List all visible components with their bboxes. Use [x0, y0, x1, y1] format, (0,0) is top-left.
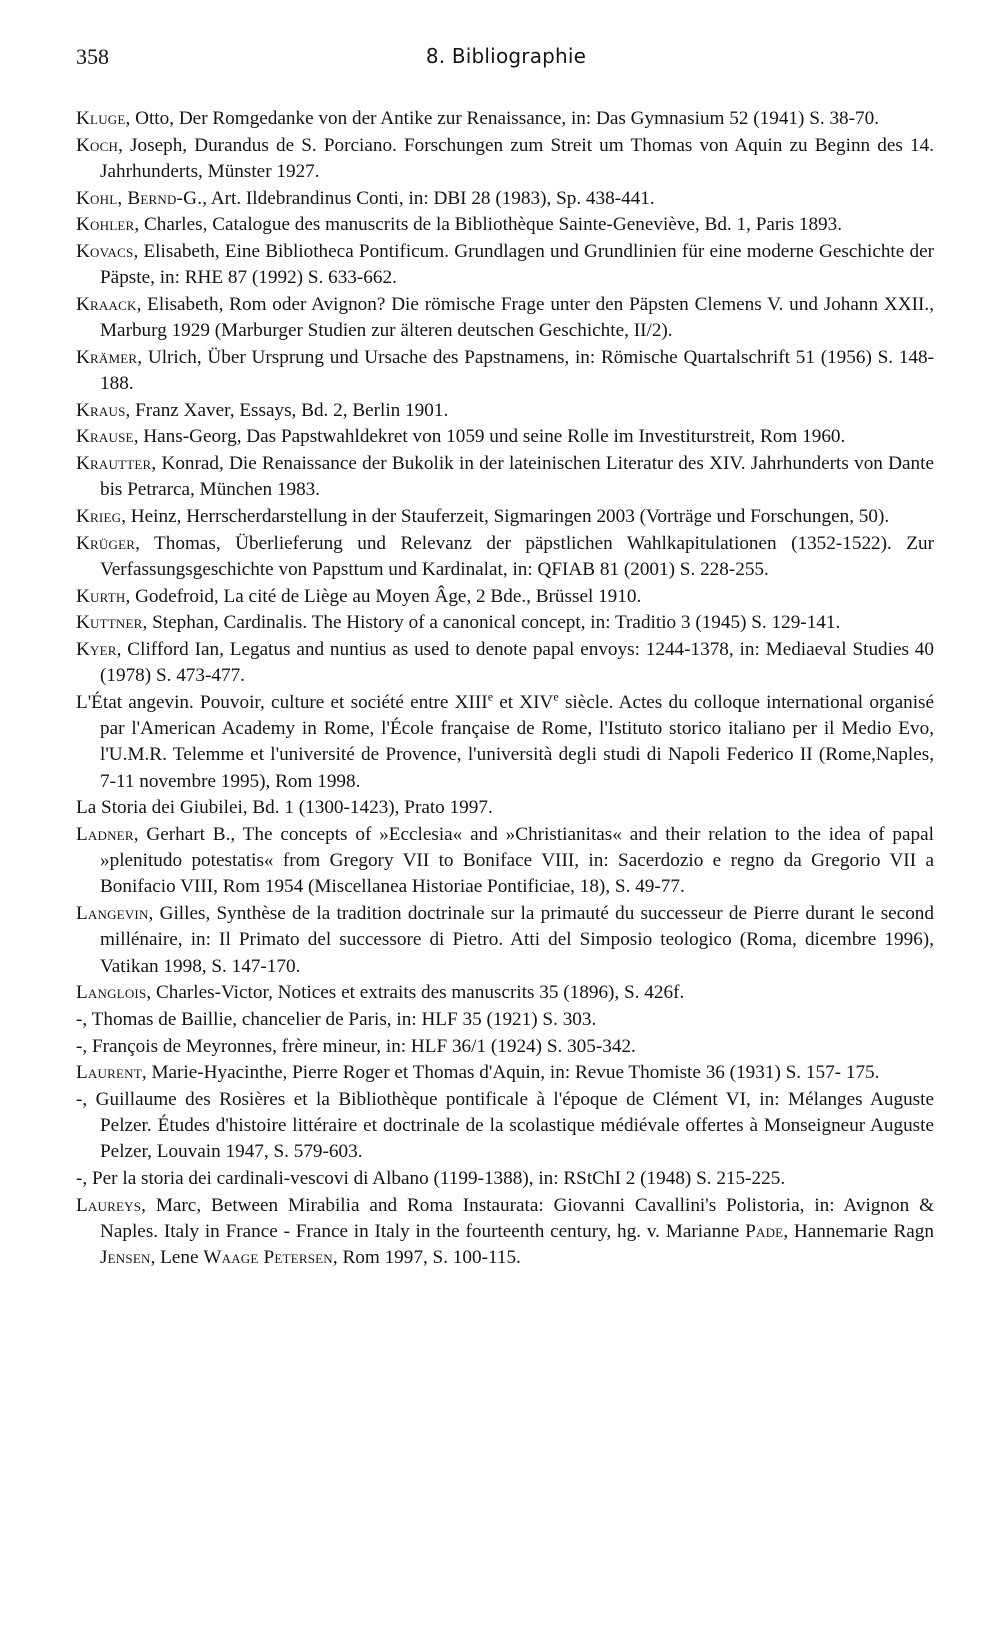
bibliography-entry	[76, 398, 934, 424]
bibliography-entry	[76, 1007, 934, 1033]
entry-text: , Gilles, Synthèse de la tradition doctrinale sur la primauté du successeur de Pierre durant le second millénaire, in: Il Primato del successore di Pietro. Atti del Simposio teologico (Roma, dicembre 1996), Vatikan 1998, S. 147-170.	[100, 903, 934, 977]
running-title: 8. Bibliographie	[425, 44, 587, 68]
entry-author: Laureys	[76, 1194, 142, 1216]
bibliography-entry	[76, 610, 934, 636]
entry-text: , Heinz, Herrscherdarstellung in der Stauferzeit, Sigmaringen 2003 (Vorträge und Forschungen, 50).	[121, 506, 890, 528]
entry-author: Laurent	[76, 1062, 142, 1084]
entry-text: , Franz Xaver, Essays, Bd. 2, Berlin 1901.	[125, 399, 449, 421]
entry-author: Ladner	[76, 823, 134, 845]
entry-text: , Godefroid, La cité de Liège au Moyen Âge, 2 Bde., Brüssel 1910.	[125, 585, 642, 607]
entry-author: Langevin	[76, 903, 149, 925]
entry-author: Kuttner	[76, 612, 143, 634]
bibliography-entry	[76, 133, 934, 185]
bibliography-entry	[76, 424, 934, 450]
bibliography-entry	[76, 504, 934, 530]
entry-author: Waage Petersen	[203, 1247, 333, 1269]
entry-text: , Stephan, Cardinalis. The History of a canonical concept, in: Traditio 3 (1945) S. 129-141.	[142, 612, 841, 634]
entry-author: Krautter	[76, 453, 152, 475]
bibliography-list	[76, 106, 934, 1272]
entry-author: Kluge	[76, 108, 126, 129]
entry-text: L'État angevin. Pouvoir, culture et société entre XIII	[76, 691, 488, 713]
bibliography-entry	[76, 186, 934, 212]
bibliography-entry	[76, 690, 934, 795]
bibliography-entry	[76, 1087, 934, 1166]
entry-text: -, Per la storia dei cardinali-vescovi di Albano (1199-1388), in: RStChI 2 (1948) S. 215-225.	[76, 1168, 786, 1190]
entry-text: -, Guillaume des Rosières et la Bibliothèque pontificale à l'époque de Clément VI, in: Mélanges Auguste Pelzer. Études d'histoire littéraire et doctrinale de la scolastique médiévale offertes à Monseigneur Auguste Pelzer, Louvain 1947, S. 579-603.	[76, 1089, 934, 1163]
entry-text: siècle. Actes du colloque international organisé par l'American Academy in Rome, l'École française de Rome, l'Istituto storico italiano per il Medio Evo, l'U.M.R. Telemme et l'université de Provence, l'università degli studi di Napoli Federico II (Rome,Naples, 7-11 novembre 1995), Rom 1998.	[100, 691, 935, 792]
bibliography-entry	[76, 1034, 934, 1060]
entry-text: , Marc, Between Mirabilia and Roma Instaurata: Giovanni Cavallini's Polistoria, in: Avignon & Naples. Italy in France - France in Italy in the fourteenth century, hg. v. Marianne	[100, 1194, 934, 1243]
bibliography-entry	[76, 637, 934, 689]
page-header	[76, 44, 936, 84]
bibliography-entry	[76, 451, 934, 503]
entry-text: , Clifford Ian, Legatus and nuntius as used to denote papal envoys: 1244-1378, in: Mediaeval Studies 40 (1978) S. 473-477.	[100, 639, 934, 687]
entry-author: Kyer	[76, 639, 117, 661]
bibliography-entry	[76, 239, 934, 291]
entry-text: , Elisabeth, Rom oder Avignon? Die römische Frage unter den Päpsten Clemens V. und Johann XXII., Marburg 1929 (Marburger Studien zur älteren deutschen Geschichte, II/2).	[100, 293, 934, 342]
entry-text: , Marie-Hyacinthe, Pierre Roger et Thomas d'Aquin, in: Revue Thomiste 36 (1931) S. 157- 175.	[141, 1062, 880, 1084]
entry-text: , Joseph, Durandus de S. Porciano. Forschungen zum Streit um Thomas von Aquin zu Beginn des 14. Jahrhunderts, Münster 1927.	[100, 134, 934, 182]
entry-author: Kohl, Bernd-G.	[76, 187, 203, 209]
bibliography-entry	[76, 212, 934, 238]
entry-author: Kraus	[76, 399, 126, 421]
entry-text: , Hans-Georg, Das Papstwahldekret von 1059 und seine Rolle im Investiturstreit, Rom 1960.	[133, 426, 846, 448]
entry-author: Kraack	[76, 293, 137, 315]
entry-text: , Rom 1997, S. 100-115.	[332, 1247, 521, 1269]
entry-text: , Charles, Catalogue des manuscrits de la Bibliothèque Sainte-Geneviève, Bd. 1, Paris 1893.	[134, 214, 843, 236]
bibliography-entry	[76, 1060, 934, 1086]
entry-author: Koch	[76, 134, 119, 156]
entry-text: et XIV	[493, 691, 554, 713]
entry-author: Kovacs	[76, 241, 134, 263]
bibliography-entry	[76, 584, 934, 610]
bibliography-entry	[76, 106, 934, 132]
entry-text: -, François de Meyronnes, frère mineur, in: HLF 36/1 (1924) S. 305-342.	[76, 1035, 636, 1057]
entry-text: , Otto, Der Romgedanke von der Antike zur Renaissance, in: Das Gymnasium 52 (1941) S. 38-70.	[125, 108, 880, 129]
entry-text: , Art. Ildebrandinus Conti, in: DBI 28 (1983), Sp. 438-441.	[202, 187, 655, 209]
entry-author: Krämer	[76, 346, 138, 368]
superscript: e	[553, 689, 559, 704]
entry-text: , Konrad, Die Renaissance der Bukolik in der lateinischen Literatur des XIV. Jahrhunderts von Dante bis Petrarca, München 1983.	[100, 453, 934, 501]
bibliography-entry	[76, 345, 934, 397]
bibliography-entry	[76, 531, 934, 583]
entry-text: La Storia dei Giubilei, Bd. 1 (1300-1423), Prato 1997.	[76, 797, 493, 819]
entry-author: Kohler	[76, 214, 135, 236]
entry-author: Langlois	[76, 982, 147, 1004]
entry-text: , Thomas, Überlieferung und Relevanz der päpstlichen Wahlkapitulationen (1352-1522). Zur Verfassungsgeschichte von Papsttum und Kardinalat, in: QFIAB 81 (2001) S. 228-255.	[100, 532, 934, 580]
entry-author: Kurth	[76, 585, 126, 607]
entry-author: Krause	[76, 426, 134, 448]
superscript: e	[487, 689, 494, 704]
entry-text: , Elisabeth, Eine Bibliotheca Pontificum. Grundlagen und Grundlinien für eine moderne Geschichte der Päpste, in: RHE 87 (1992) S. 633-662.	[100, 241, 934, 289]
bibliography-entry	[76, 1166, 934, 1192]
bibliography-entry	[76, 980, 934, 1006]
entry-text: , Gerhart B., The concepts of »Ecclesia« and »Christianitas« and their relation to the idea of papal »plenitudo potestatis« from Gregory VII to Boniface VIII, in: Sacerdozio e regno da Gregorio VII a Bonifacio VIII, Rom 1954 (Miscellanea Historiae Pontificiae, 18), S. 49-77.	[100, 823, 934, 898]
entry-author: Krieg	[76, 506, 122, 528]
entry-text: , Lene	[150, 1247, 204, 1269]
entry-author: Pade	[745, 1221, 784, 1243]
entry-author: Krüger	[76, 532, 136, 554]
entry-author: Jensen	[100, 1247, 151, 1269]
bibliography-entry	[76, 1193, 934, 1272]
entry-text: , Hannemarie Ragn	[783, 1221, 934, 1243]
bibliography-entry	[76, 795, 934, 821]
page-number: 358	[76, 44, 109, 69]
entry-text: , Charles-Victor, Notices et extraits des manuscrits 35 (1896), S. 426f.	[146, 982, 685, 1004]
entry-text: -, Thomas de Baillie, chancelier de Paris, in: HLF 35 (1921) S. 303.	[76, 1008, 597, 1030]
entry-text: , Ulrich, Über Ursprung und Ursache des Papstnamens, in: Römische Quartalschrift 51 (1956) S. 148-188.	[100, 346, 934, 395]
bibliography-entry	[76, 822, 934, 901]
bibliography-entry	[76, 901, 934, 980]
bibliography-entry	[76, 292, 934, 344]
